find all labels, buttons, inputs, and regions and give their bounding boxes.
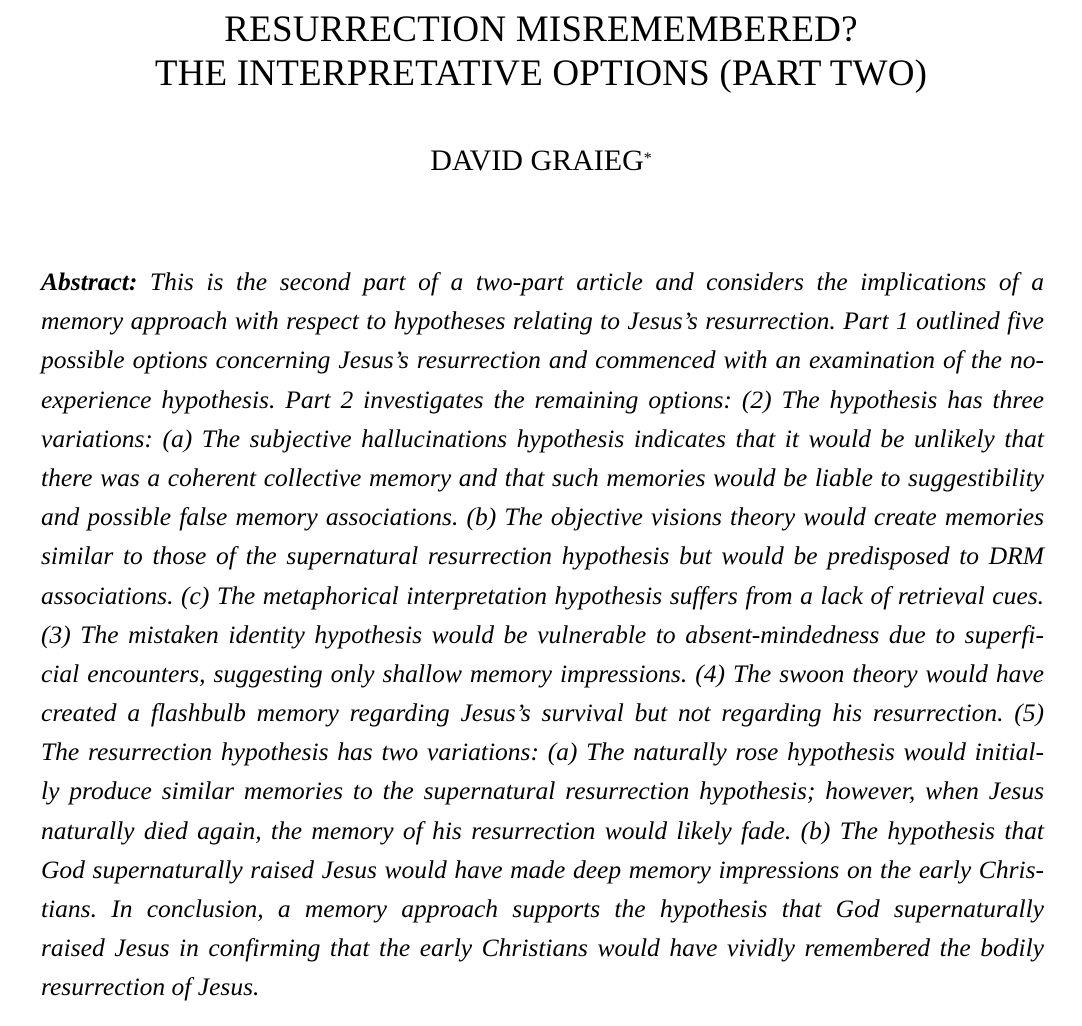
- abstract-line: The resurrection hypothesis has two variations: (a) The naturally rose hypothesis would initial-: [41, 737, 1044, 767]
- author-footnote-mark: *: [643, 150, 652, 167]
- abstract-line: associations. (c) The metaphorical interpretation hypothesis suffers from a lack of retrieval cues.: [41, 580, 1044, 610]
- author-name: DAVID GRAIEG: [430, 144, 644, 177]
- abstract-line: [41, 262, 1044, 301]
- abstract-line: similar to those of the supernatural resurrection hypothesis but would be predisposed to DRM: [41, 541, 1044, 571]
- abstract-line: tians. In conclusion, a memory approach supports the hypothesis that God supernaturally: [41, 894, 1044, 923]
- abstract-line: possible options concerning Jesus’s resurrection and commenced with an examination of the no-: [41, 345, 1044, 375]
- abstract-line: (3) The mistaken identity hypothesis would be vulnerable to absent-mindedness due to superfi-: [41, 619, 1044, 649]
- title-line-1: RESURRECTION MISREMEMBERED?: [224, 9, 858, 50]
- abstract-line: and possible false memory associations. (b) The objective visions theory would create memories: [41, 502, 1044, 532]
- abstract: [41, 262, 1044, 1007]
- title-line-2: THE INTERPRETATIVE OPTIONS (PART TWO): [154, 53, 928, 94]
- abstract-line: memory approach with respect to hypotheses relating to Jesus’s resurrection. Part 1 outlined five: [41, 306, 1044, 336]
- abstract-line: resurrection of Jesus.: [41, 972, 260, 1002]
- abstract-line: naturally died again, the memory of his resurrection would likely fade. (b) The hypothesis that: [41, 815, 1044, 845]
- abstract-line: there was a coherent collective memory and that such memories would be liable to suggestibility: [41, 462, 1044, 492]
- abstract-line: created a flashbulb memory regarding Jesus’s survival but not regarding his resurrection. (5): [41, 698, 1044, 728]
- abstract-line: cial encounters, suggesting only shallow memory impressions. (4) The swoon theory would have: [41, 658, 1044, 688]
- abstract-text: This is the second part of a two-part article and considers the implications of a: [137, 267, 1044, 296]
- article-title: [0, 8, 1082, 96]
- abstract-line: experience hypothesis. Part 2 investigates the remaining options: (2) The hypothesis has three: [41, 384, 1044, 414]
- abstract-label: Abstract:: [41, 267, 138, 296]
- abstract-line: raised Jesus in confirming that the early Christians would have vividly remembered the bodily: [41, 933, 1044, 963]
- author-byline: [0, 141, 1082, 181]
- abstract-line: variations: (a) The subjective hallucinations hypothesis indicates that it would be unlikely that: [41, 423, 1044, 453]
- abstract-line: ly produce similar memories to the supernatural resurrection hypothesis; however, when Jesus: [41, 776, 1044, 806]
- abstract-line: God supernaturally raised Jesus would have made deep memory impressions on the early Chris-: [41, 854, 1044, 884]
